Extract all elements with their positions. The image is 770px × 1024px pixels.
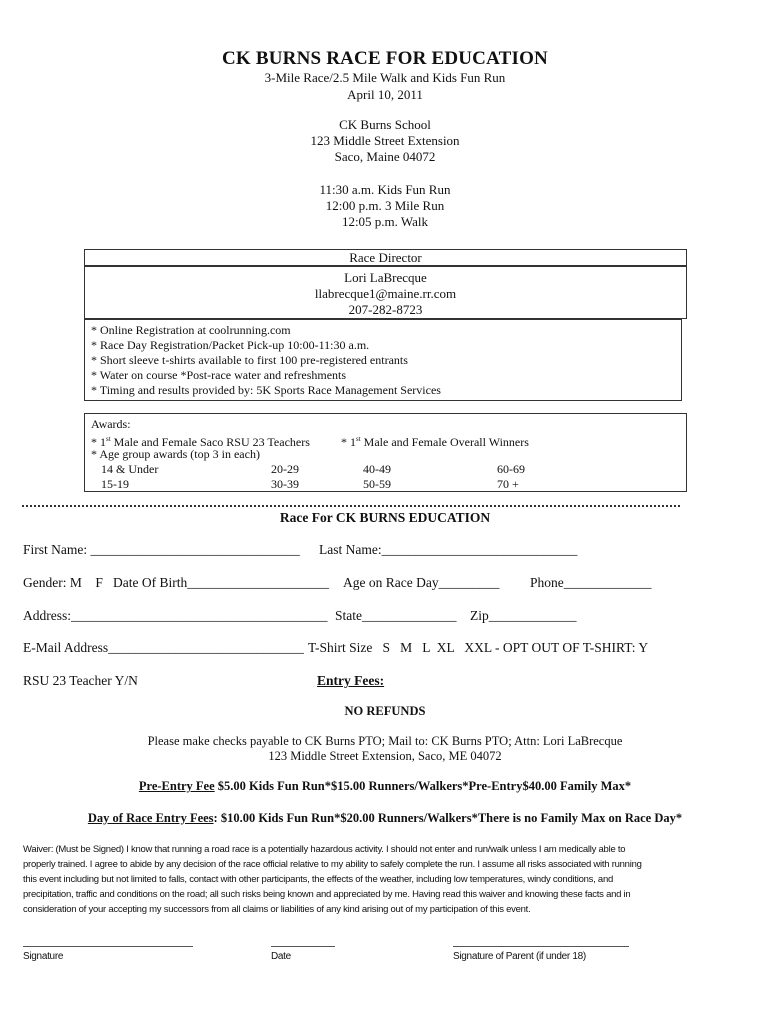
race-subtitle: 3-Mile Race/2.5 Mile Walk and Kids Fun Run — [264, 70, 506, 85]
day-of-race-text: : $10.00 Kids Fun Run*$20.00 Runners/Walkers*There is no Family Max on Race Day* — [213, 811, 683, 825]
time-kids-run: 11:30 a.m. Kids Fun Run — [319, 182, 451, 197]
form-heading: Race For CK BURNS EDUCATION — [279, 510, 491, 525]
gender-dob-field[interactable]: Gender: M F Date Of Birth_____________________ — [23, 575, 329, 590]
zip-field[interactable]: Zip_____________ — [470, 608, 577, 623]
pre-entry-fees — [0, 779, 770, 794]
race-date: April 10, 2011 — [347, 87, 423, 102]
waiver-text — [23, 842, 753, 917]
award-teachers-sup: st — [106, 435, 111, 443]
parent-signature-label: Signature of Parent (if under 18) — [453, 951, 586, 962]
info-item: * Timing and results provided by: 5K Sports Race Management Services — [91, 383, 441, 397]
awards-heading: Awards: — [91, 417, 131, 431]
last-name-field[interactable]: Last Name:_____________________________ — [319, 542, 578, 557]
date-label: Date — [271, 951, 291, 962]
checks-payable-line: Please make checks payable to CK Burns PTO; Mail to: CK Burns PTO; Attn: Lori LaBrecque — [147, 734, 623, 748]
entry-fees-heading: Entry Fees: — [317, 673, 385, 688]
age-group-cell: 60-69 — [497, 462, 525, 476]
age-group-cell: 20-29 — [271, 462, 299, 476]
director-phone: 207-282-8723 — [348, 302, 423, 317]
pre-entry-label: Pre-Entry Fee — [138, 779, 215, 793]
location-school: CK Burns School — [339, 117, 431, 132]
day-of-race-label: Day of Race Entry Fees — [87, 811, 214, 825]
pre-entry-text: $5.00 Kids Fun Run*$15.00 Runners/Walkers*Pre-Entry$40.00 Family Max* — [214, 779, 632, 793]
mailing-address-line: 123 Middle Street Extension, Saco, ME 04072 — [268, 749, 502, 763]
waiver-line: precipitation, traffic and conditions on the road; all such risks being known and appreciated by me. Having read this waiver and knowing these facts and in — [23, 889, 631, 900]
award-overall — [341, 432, 529, 450]
age-group-cell: 15-19 — [101, 477, 129, 491]
age-group-cell: 30-39 — [271, 477, 299, 491]
first-name-field[interactable]: First Name: _______________________________ — [23, 542, 300, 557]
date-line[interactable] — [271, 946, 335, 947]
no-refunds-notice: NO REFUNDS — [344, 704, 426, 718]
info-box — [84, 319, 682, 401]
award-teachers-prefix: * 1 — [91, 435, 106, 449]
race-director-heading-box — [84, 249, 687, 266]
award-overall-sup: st — [356, 435, 361, 443]
waiver-line: this event including but not limited to falls, contact with other participants, the effects of the weather, including low temperatures, windy conditions, and — [23, 874, 614, 885]
age-group-cell: 40-49 — [363, 462, 391, 476]
location-city: Saco, Maine 04072 — [334, 149, 436, 164]
page-title: CK BURNS RACE FOR EDUCATION — [222, 48, 548, 69]
race-director-box — [84, 266, 687, 319]
parent-signature-line[interactable] — [453, 946, 629, 947]
tshirt-size-field[interactable]: T-Shirt Size S M L XL XXL - OPT OUT OF T-SHIRT: Y — [308, 640, 649, 655]
award-age-group: * Age group awards (top 3 in each) — [91, 447, 260, 461]
info-item: * Online Registration at coolrunning.com — [91, 323, 291, 337]
awards-box — [84, 413, 687, 492]
waiver-line: Waiver: (Must be Signed) I know that running a road race is a potentially hazardous activity. I should not enter and run/walk unless I am medically able to — [23, 844, 626, 855]
award-overall-prefix: * 1 — [341, 435, 356, 449]
phone-field[interactable]: Phone_____________ — [530, 575, 652, 590]
award-teachers-text: Male and Female Saco RSU 23 Teachers — [110, 435, 310, 449]
age-group-cell: 50-59 — [363, 477, 391, 491]
state-field[interactable]: State______________ — [335, 608, 457, 623]
director-email: llabrecque1@maine.rr.com — [314, 286, 457, 301]
time-walk: 12:05 p.m. Walk — [341, 214, 429, 229]
age-group-cell: 70 + — [497, 477, 519, 491]
day-of-race-fees — [0, 811, 770, 826]
age-on-race-day-field[interactable]: Age on Race Day_________ — [343, 575, 500, 590]
email-field[interactable]: E-Mail Address_____________________________ — [23, 640, 304, 655]
signature-label: Signature — [23, 951, 64, 962]
signature-line[interactable] — [23, 946, 193, 947]
info-item: * Short sleeve t-shirts available to first 100 pre-registered entrants — [91, 353, 408, 367]
race-director-heading: Race Director — [349, 250, 422, 265]
info-item: * Water on course *Post-race water and refreshments — [91, 368, 347, 382]
waiver-line: properly trained. I agree to abide by any decision of the race official relative to my ability to safely complete the run. I assume all risks associated with running — [23, 859, 642, 870]
rsu-teacher-field[interactable]: RSU 23 Teacher Y/N — [23, 673, 138, 688]
info-item: * Race Day Registration/Packet Pick-up 10:00-11:30 a.m. — [91, 338, 370, 352]
cut-line — [22, 505, 680, 507]
time-3-mile-run: 12:00 p.m. 3 Mile Run — [325, 198, 445, 213]
waiver-line: consideration of your accepting my successors from all claims or liabilities of any kind arising out of my participation of this event. — [23, 904, 531, 915]
award-overall-text: Male and Female Overall Winners — [360, 435, 529, 449]
address-field[interactable]: Address:______________________________________ — [23, 608, 328, 623]
age-group-cell: 14 & Under — [101, 462, 159, 476]
director-name: Lori LaBrecque — [344, 270, 427, 285]
location-street: 123 Middle Street Extension — [310, 133, 460, 148]
